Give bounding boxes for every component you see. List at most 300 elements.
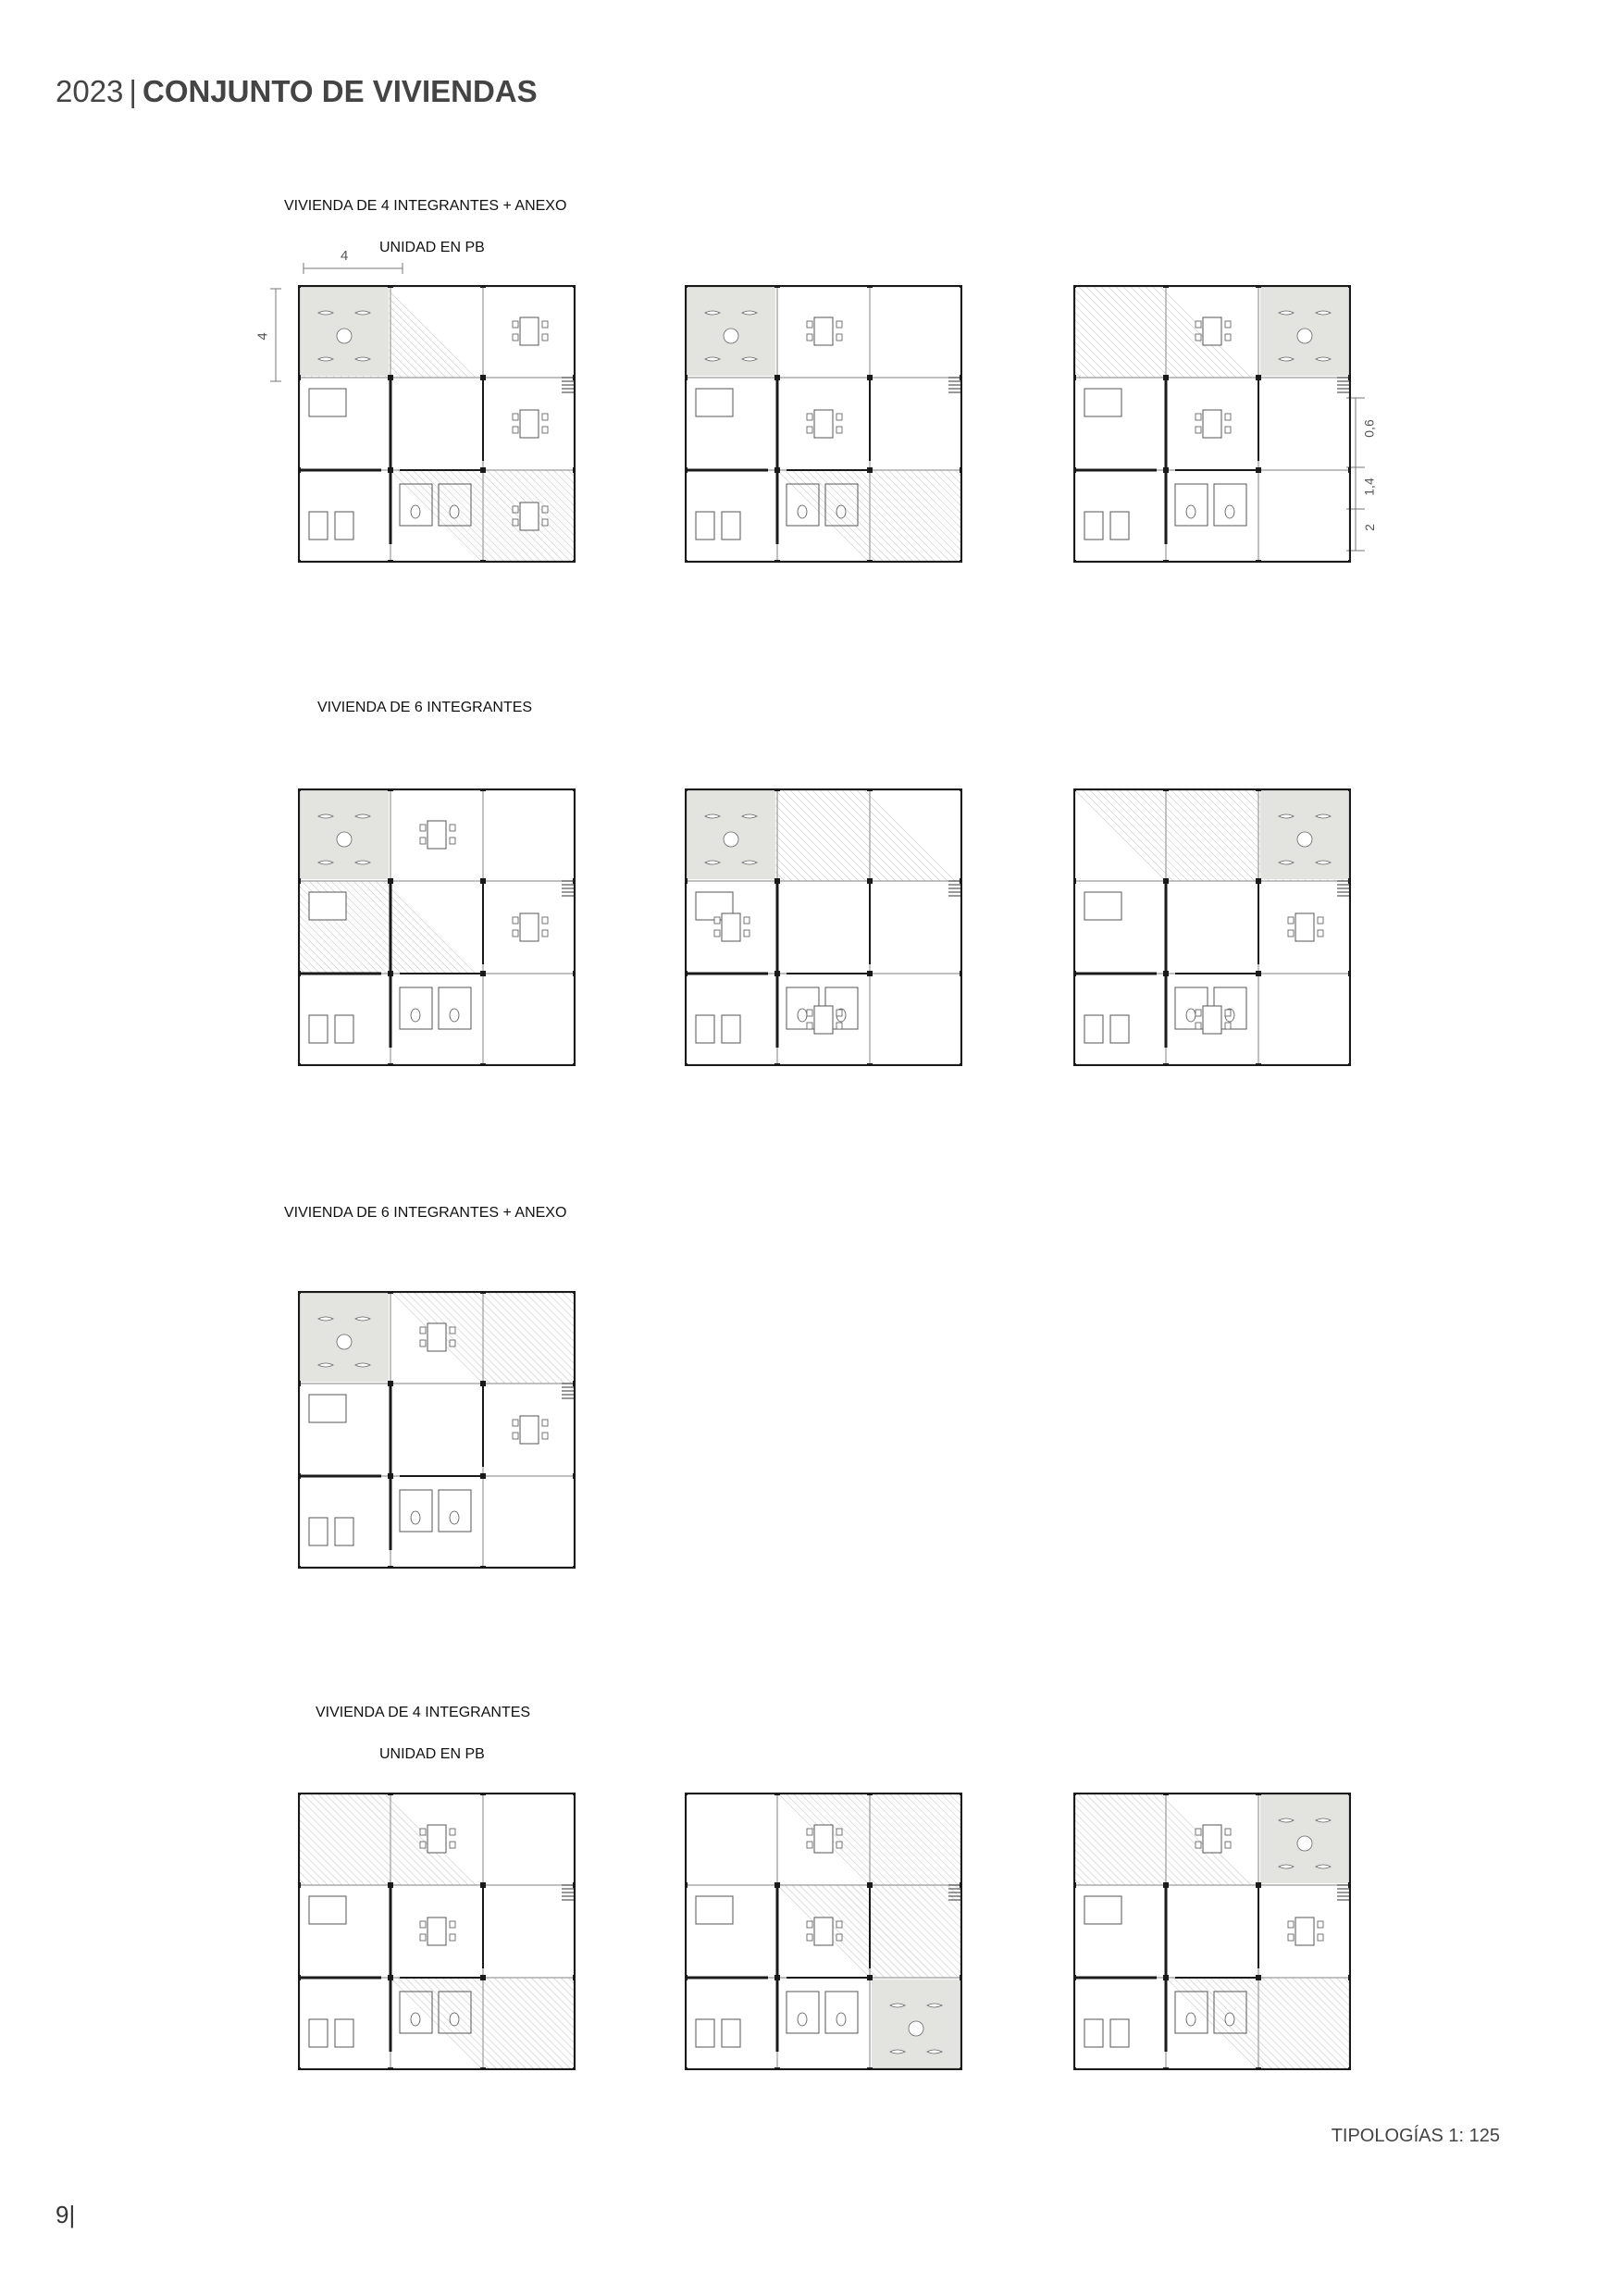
column [867, 467, 873, 473]
chair [1288, 1921, 1294, 1928]
column [480, 878, 486, 884]
column [388, 560, 393, 563]
umbrella [1279, 1818, 1294, 1822]
column [774, 878, 780, 884]
column [960, 1975, 962, 1980]
dim-module-width: 4 [341, 248, 349, 264]
umbrella [1316, 861, 1331, 864]
chair [542, 506, 548, 513]
umbrella [1279, 1865, 1294, 1868]
column [573, 1975, 576, 1980]
bathroom [400, 484, 432, 526]
bed [309, 389, 346, 416]
plan-drawing [685, 788, 962, 1066]
chair [542, 917, 548, 924]
column [388, 285, 393, 288]
section-title-6-anexo: VIVIENDA DE 6 INTEGRANTES + ANEXO [284, 1205, 567, 1221]
chair [807, 414, 812, 420]
section-title-4: VIVIENDA DE 4 INTEGRANTES [316, 1705, 531, 1720]
column [388, 1793, 393, 1795]
patio-table [1297, 1836, 1312, 1851]
umbrella [890, 2050, 905, 2054]
umbrella [355, 1317, 370, 1321]
column [1073, 788, 1076, 791]
column [1073, 560, 1076, 563]
dining-table [1203, 1006, 1221, 1034]
column [685, 375, 688, 380]
column [1163, 2067, 1169, 2070]
column [960, 2067, 962, 2070]
bathroom [400, 1490, 432, 1532]
column [298, 1381, 301, 1386]
chair [1196, 1023, 1201, 1029]
umbrella [355, 357, 370, 361]
bed [309, 1518, 328, 1545]
bed [1084, 1896, 1121, 1924]
chair [542, 427, 548, 433]
floor-plan [298, 285, 576, 563]
column [480, 375, 486, 380]
chair [714, 917, 720, 924]
bathroom [825, 1992, 858, 2033]
column [1073, 971, 1076, 976]
column [867, 285, 873, 288]
dining-table [427, 1917, 446, 1945]
column [1256, 1063, 1261, 1066]
chair [1318, 1934, 1323, 1941]
umbrella [318, 1317, 333, 1321]
page-title: CONJUNTO DE VIVIENDAS [142, 74, 538, 108]
chair [542, 334, 548, 341]
column [298, 1473, 301, 1479]
column [1163, 560, 1169, 563]
toilet [1186, 505, 1196, 518]
umbrella [927, 2004, 942, 2007]
dining-table [1203, 1825, 1221, 1853]
toilet [798, 2013, 807, 2026]
toilet [836, 505, 846, 518]
chair [513, 1433, 518, 1439]
bed [696, 1896, 733, 1924]
chair [807, 334, 812, 341]
chair [744, 930, 750, 937]
umbrella [355, 861, 370, 864]
column [388, 1381, 393, 1386]
bathroom [787, 1992, 819, 2033]
chair [836, 1023, 842, 1029]
bathroom [400, 987, 432, 1029]
bathroom [1175, 1992, 1208, 2033]
column [388, 788, 393, 791]
column [1256, 2067, 1261, 2070]
umbrella [1316, 357, 1331, 361]
chair [450, 1340, 455, 1347]
dining-table [427, 1825, 446, 1853]
umbrella [355, 1363, 370, 1367]
column [1073, 467, 1076, 473]
toilet [450, 1009, 459, 1022]
column [388, 2067, 393, 2070]
toilet [1186, 2013, 1196, 2026]
chair [1196, 427, 1201, 433]
umbrella [705, 861, 720, 864]
column [573, 1793, 576, 1795]
umbrella [1316, 1818, 1331, 1822]
dining-table [520, 317, 539, 345]
column [685, 467, 688, 473]
chair [807, 1921, 812, 1928]
column [1073, 375, 1076, 380]
chair [807, 1934, 812, 1941]
toilet [450, 1511, 459, 1524]
dining-table [520, 503, 539, 530]
chair [542, 1433, 548, 1439]
column [573, 971, 576, 976]
stairs [948, 1885, 960, 1900]
chair [836, 1934, 842, 1941]
column [867, 560, 873, 563]
chair [807, 1010, 812, 1016]
column [480, 971, 486, 976]
column [774, 560, 780, 563]
chair [836, 334, 842, 341]
stairs [948, 378, 960, 392]
column [1348, 878, 1351, 884]
column [1348, 1063, 1351, 1066]
column [573, 560, 576, 563]
umbrella [318, 814, 333, 818]
chair [542, 519, 548, 526]
umbrella [1316, 1865, 1331, 1868]
bed [335, 1518, 353, 1545]
column [960, 788, 962, 791]
chair [1196, 414, 1201, 420]
dining-table [520, 410, 539, 438]
bed [335, 1015, 353, 1043]
umbrella [355, 311, 370, 315]
dim-1-4: 1,4 [1361, 478, 1377, 496]
umbrella [355, 814, 370, 818]
column [774, 285, 780, 288]
bed [1084, 512, 1103, 540]
stairs [562, 881, 574, 896]
column [480, 467, 486, 473]
column [298, 467, 301, 473]
chair [807, 1829, 812, 1835]
chair [513, 506, 518, 513]
column [388, 1566, 393, 1569]
chair [1225, 1829, 1231, 1835]
chair [807, 1023, 812, 1029]
stairs [562, 378, 574, 392]
stairs [1337, 1885, 1349, 1900]
column [298, 1975, 301, 1980]
chair [450, 1842, 455, 1848]
plan-drawing [685, 1793, 962, 2070]
column [1073, 2067, 1076, 2070]
chair [513, 321, 518, 328]
chair [807, 1842, 812, 1848]
chair [1318, 930, 1323, 937]
column [573, 2067, 576, 2070]
column [960, 1793, 962, 1795]
hatch-zone [1073, 285, 1251, 378]
chair [513, 414, 518, 420]
column [298, 788, 301, 791]
chair [513, 930, 518, 937]
column [685, 788, 688, 791]
column [573, 788, 576, 791]
column [960, 1063, 962, 1066]
umbrella [927, 2050, 942, 2054]
patio-table [337, 832, 352, 847]
umbrella [318, 1363, 333, 1367]
chair [1225, 1842, 1231, 1848]
umbrella [742, 357, 757, 361]
chair [1196, 1829, 1201, 1835]
column [388, 1882, 393, 1888]
chair [1288, 930, 1294, 937]
floor-plan [685, 285, 962, 563]
bed [722, 2019, 740, 2047]
chair [542, 1420, 548, 1426]
bed [309, 1896, 346, 1924]
umbrella [705, 814, 720, 818]
column [298, 1882, 301, 1888]
bed [309, 1395, 346, 1422]
plan-drawing [298, 1291, 576, 1569]
header-year: 2023 [56, 74, 124, 108]
column [480, 1473, 486, 1479]
column [298, 285, 301, 288]
dim-module-height: 4 [254, 332, 271, 341]
toilet [411, 1511, 420, 1524]
chair [450, 825, 455, 831]
umbrella [742, 311, 757, 315]
dimension-annotations [250, 242, 305, 391]
plan-drawing [1073, 285, 1351, 563]
patio-table [724, 329, 738, 343]
column [1073, 1975, 1076, 1980]
bed [1110, 2019, 1129, 2047]
column [1256, 285, 1261, 288]
column [685, 1975, 688, 1980]
column [774, 788, 780, 791]
bathroom [439, 987, 471, 1029]
column [960, 971, 962, 976]
umbrella [890, 2004, 905, 2007]
chair [450, 1921, 455, 1928]
column [480, 1793, 486, 1795]
column [298, 1793, 301, 1795]
chair [836, 1921, 842, 1928]
bed [722, 1015, 740, 1043]
chair [420, 1829, 426, 1835]
bathroom [400, 1992, 432, 2033]
toilet [1225, 2013, 1234, 2026]
toilet [411, 1009, 420, 1022]
chair [1225, 334, 1231, 341]
chair [744, 917, 750, 924]
umbrella [705, 311, 720, 315]
column [685, 285, 688, 288]
column [867, 1793, 873, 1795]
section-subtitle-unidad-pb-2: UNIDAD EN PB [379, 1746, 485, 1762]
toilet [1225, 505, 1234, 518]
column [480, 1975, 486, 1980]
bed [309, 892, 346, 920]
chair [1225, 321, 1231, 328]
plan-drawing [298, 285, 576, 563]
floor-plan [685, 788, 962, 1066]
bed [696, 389, 733, 416]
floor-plan [1073, 1793, 1351, 2070]
column [1256, 1882, 1261, 1888]
dining-table [814, 410, 833, 438]
column [1163, 1975, 1169, 1980]
dim-0-6: 0,6 [1361, 419, 1377, 438]
column [298, 2067, 301, 2070]
column [573, 1566, 576, 1569]
column [685, 560, 688, 563]
column [388, 878, 393, 884]
column [573, 1381, 576, 1386]
column [1163, 1063, 1169, 1066]
column [685, 1793, 688, 1795]
column [1348, 1882, 1351, 1888]
plan-drawing [685, 285, 962, 563]
chair [1288, 1934, 1294, 1941]
chair [513, 1420, 518, 1426]
bathroom [787, 484, 819, 526]
chair [1225, 414, 1231, 420]
column [480, 788, 486, 791]
column [573, 1063, 576, 1066]
column [1348, 788, 1351, 791]
patio-table [724, 832, 738, 847]
column [1256, 1975, 1261, 1980]
column [1256, 560, 1261, 563]
bathroom [1175, 484, 1208, 526]
column [1256, 878, 1261, 884]
dining-table [520, 913, 539, 941]
bed [696, 2019, 714, 2047]
section-title-4-anexo: VIVIENDA DE 4 INTEGRANTES + ANEXO [284, 198, 567, 214]
column [573, 285, 576, 288]
stairs [1337, 881, 1349, 896]
dining-table [722, 913, 740, 941]
column [867, 1063, 873, 1066]
chair [420, 1340, 426, 1347]
column [480, 1291, 486, 1294]
bed [1110, 1015, 1129, 1043]
column [867, 375, 873, 380]
column [480, 285, 486, 288]
bed [1084, 389, 1121, 416]
chair [1225, 427, 1231, 433]
bed [1110, 512, 1129, 540]
floor-plan [685, 1793, 962, 2070]
column [685, 878, 688, 884]
column [774, 971, 780, 976]
column [1348, 560, 1351, 563]
patio-table [1297, 329, 1312, 343]
column [960, 375, 962, 380]
chair [807, 321, 812, 328]
umbrella [318, 311, 333, 315]
column [298, 1291, 301, 1294]
column [298, 878, 301, 884]
dining-table [1295, 1917, 1314, 1945]
page-header [56, 74, 538, 109]
bed [1084, 892, 1121, 920]
column [867, 1882, 873, 1888]
floor-plan [1073, 285, 1351, 563]
chair [836, 321, 842, 328]
column [480, 2067, 486, 2070]
chair [1196, 334, 1201, 341]
column [298, 560, 301, 563]
column [960, 467, 962, 473]
dining-table [1203, 317, 1221, 345]
chair [513, 917, 518, 924]
column [388, 1975, 393, 1980]
column [774, 1793, 780, 1795]
bed [335, 2019, 353, 2047]
chair [1225, 1010, 1231, 1016]
patio-table [337, 1334, 352, 1349]
chair [1288, 917, 1294, 924]
chair [1196, 1010, 1201, 1016]
chair [513, 334, 518, 341]
column [388, 971, 393, 976]
column [685, 1063, 688, 1066]
column [480, 1882, 486, 1888]
patio-table [909, 2021, 923, 2036]
column [1163, 1882, 1169, 1888]
bed [722, 512, 740, 540]
bed [696, 512, 714, 540]
chair [836, 1829, 842, 1835]
chair [1225, 1023, 1231, 1029]
column [1163, 375, 1169, 380]
column [867, 878, 873, 884]
floor-plan [298, 788, 576, 1066]
toilet [1186, 1009, 1196, 1022]
column [1163, 788, 1169, 791]
dim-2: 2 [1361, 524, 1377, 531]
section-subtitle-unidad-pb-1: UNIDAD EN PB [379, 240, 485, 255]
chair [420, 1921, 426, 1928]
column [1348, 285, 1351, 288]
chair [513, 519, 518, 526]
chair [836, 1842, 842, 1848]
dining-table [427, 1323, 446, 1351]
umbrella [1279, 311, 1294, 315]
column [774, 2067, 780, 2070]
bathroom [439, 1490, 471, 1532]
dining-table [814, 1825, 833, 1853]
column [1256, 1793, 1261, 1795]
stairs [948, 881, 960, 896]
chair [420, 825, 426, 831]
column [774, 1882, 780, 1888]
bed [1084, 2019, 1103, 2047]
column [1348, 1975, 1351, 1980]
column [1348, 1793, 1351, 1795]
column [298, 375, 301, 380]
toilet [798, 505, 807, 518]
